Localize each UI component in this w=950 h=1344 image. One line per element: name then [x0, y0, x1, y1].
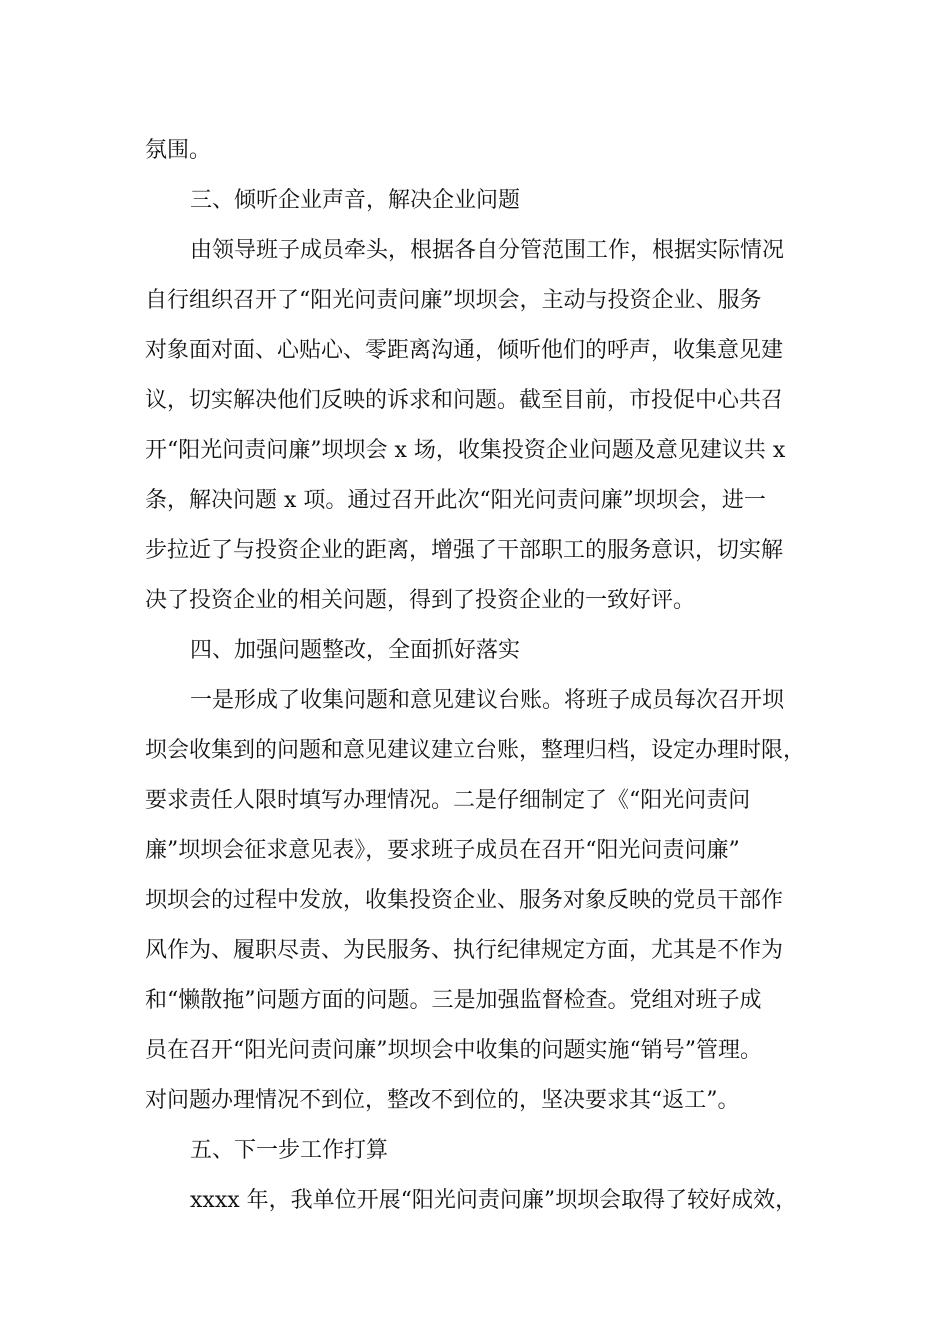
- paragraph-line: xxxx 年，我单位开展“阳光问责问廉”坝坝会取得了较好成效，: [190, 1188, 798, 1213]
- paragraph-line: 自行组织召开了“阳光问责问廉”坝坝会，主动与投资企业、服务: [145, 288, 762, 313]
- paragraph-line: 坝坝会的过程中发放，收集投资企业、服务对象反映的党员干部作: [145, 888, 784, 913]
- paragraph-line: 廉”坝坝会征求意见表》，要求班子成员在召开“阳光问责问廉”: [145, 838, 740, 863]
- section-heading: 三、倾听企业声音，解决企业问题: [190, 188, 521, 213]
- paragraph-line: 条，解决问题 x 项。通过召开此次“阳光问责问廉”坝坝会，进一: [145, 488, 766, 513]
- paragraph-line: 风作为、履职尽责、为民服务、执行纪律规定方面，尤其是不作为: [145, 938, 784, 963]
- paragraph-line: 议，切实解决他们反映的诉求和问题。截至目前，市投促中心共召: [145, 388, 784, 413]
- paragraph-line: 坝会收集到的问题和意见建议建立台账，整理归档，设定办理时限，: [145, 738, 806, 763]
- paragraph-line: 步拉近了与投资企业的距离，增强了干部职工的服务意识，切实解: [145, 538, 784, 563]
- paragraph-line: 决了投资企业的相关问题，得到了投资企业的一致好评。: [145, 588, 696, 613]
- paragraph-line: 员在召开“阳光问责问廉”坝坝会中收集的问题实施“销号”管理。: [145, 1038, 762, 1063]
- paragraph-line: 开“阳光问责问廉”坝坝会 x 场，收集投资企业问题及意见建议共 x: [145, 438, 786, 463]
- section-heading: 五、下一步工作打算: [190, 1138, 389, 1163]
- section-heading: 四、加强问题整改，全面抓好落实: [190, 638, 521, 663]
- paragraph-line: 对象面对面、心贴心、零距离沟通，倾听他们的呼声，收集意见建: [145, 338, 784, 363]
- paragraph-line: 要求责任人限时填写办理情况。二是仔细制定了《“阳光问责问: [145, 788, 751, 813]
- paragraph-line: 由领导班子成员牵头，根据各自分管范围工作，根据实际情况: [190, 238, 785, 263]
- paragraph-line: 一是形成了收集问题和意见建议台账。将班子成员每次召开坝: [190, 688, 785, 713]
- paragraph-line: 对问题办理情况不到位，整改不到位的，坚决要求其“返工”。: [145, 1088, 740, 1113]
- paragraph-line: 氛围。: [145, 138, 212, 163]
- paragraph-line: 和“懒散拖”问题方面的问题。三是加强监督检查。党组对班子成: [145, 988, 762, 1013]
